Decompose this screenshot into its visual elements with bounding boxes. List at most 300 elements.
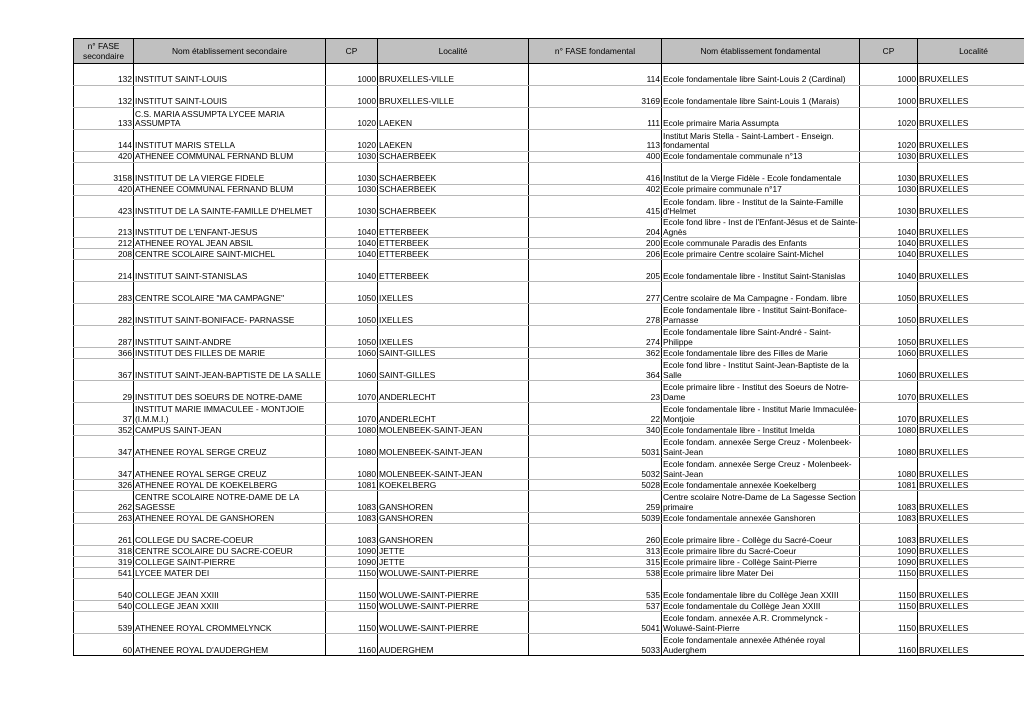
fase-secondaire-cell: 366 — [74, 348, 134, 359]
localite-fondamental-cell: BRUXELLES — [918, 491, 1024, 513]
header-fase-fondamental: n° FASE fondamental — [529, 39, 662, 64]
nom-secondaire-cell: COLLEGE JEAN XXIII — [134, 579, 326, 601]
fase-secondaire-cell: 213 — [74, 218, 134, 238]
nom-fondamental-cell: Ecole fondam. annexée A.R. Crommelynck - Woluwé-Saint-Pierre — [662, 612, 860, 634]
localite-secondaire-cell: ETTERBEEK — [378, 249, 529, 260]
cp-secondaire-cell: 1060 — [326, 359, 378, 381]
cp-secondaire-cell: 1160 — [326, 634, 378, 656]
cp-fondamental-cell: 1040 — [860, 260, 918, 282]
nom-fondamental-cell: Centre scolaire de Ma Campagne - Fondam. libre — [662, 282, 860, 304]
cp-fondamental-cell: 1060 — [860, 359, 918, 381]
nom-fondamental-cell: Centre scolaire Notre-Dame de La Sagesse Section primaire — [662, 491, 860, 513]
cp-fondamental-cell: 1060 — [860, 348, 918, 359]
localite-secondaire-cell: SCHAERBEEK — [378, 152, 529, 163]
cp-fondamental-cell: 1030 — [860, 152, 918, 163]
localite-fondamental-cell: BRUXELLES — [918, 196, 1024, 218]
fase-secondaire-cell: 539 — [74, 612, 134, 634]
nom-secondaire-cell: ATHENEE ROYAL JEAN ABSIL — [134, 238, 326, 249]
fase-secondaire-cell: 326 — [74, 480, 134, 491]
localite-fondamental-cell: BRUXELLES — [918, 218, 1024, 238]
fase-secondaire-cell: 261 — [74, 524, 134, 546]
fase-fondamental-cell: 362 — [529, 348, 662, 359]
localite-fondamental-cell: BRUXELLES — [918, 381, 1024, 403]
localite-fondamental-cell: BRUXELLES — [918, 64, 1024, 86]
cp-secondaire-cell: 1083 — [326, 491, 378, 513]
table-row — [74, 326, 1024, 348]
cp-secondaire-cell: 1030 — [326, 185, 378, 196]
nom-secondaire-cell: ATHENEE ROYAL SERGE CREUZ — [134, 436, 326, 458]
cp-secondaire-cell: 1020 — [326, 108, 378, 130]
nom-secondaire-cell: ATHENEE ROYAL SERGE CREUZ — [134, 458, 326, 480]
cp-secondaire-cell: 1000 — [326, 86, 378, 108]
nom-fondamental-cell: Ecole communale Paradis des Enfants — [662, 238, 860, 249]
localite-secondaire-cell: SAINT-GILLES — [378, 359, 529, 381]
cp-fondamental-cell: 1090 — [860, 546, 918, 557]
nom-fondamental-cell: Ecole fondamentale libre - Institut Saint-Boniface-Parnasse — [662, 304, 860, 326]
nom-secondaire-cell: COLLEGE SAINT-PIERRE — [134, 557, 326, 568]
cp-fondamental-cell: 1150 — [860, 601, 918, 612]
nom-secondaire-cell: INSTITUT SAINT-LOUIS — [134, 64, 326, 86]
nom-secondaire-cell: C.S. MARIA ASSUMPTA LYCEE MARIA ASSUMPTA — [134, 108, 326, 130]
cp-fondamental-cell: 1040 — [860, 249, 918, 260]
localite-fondamental-cell: BRUXELLES — [918, 634, 1024, 656]
nom-fondamental-cell: Ecole primaire Maria Assumpta — [662, 108, 860, 130]
schools-table — [73, 38, 1024, 656]
nom-fondamental-cell: Ecole primaire libre - Institut des Soeurs de Notre-Dame — [662, 381, 860, 403]
localite-fondamental-cell: BRUXELLES — [918, 348, 1024, 359]
fase-fondamental-cell: 364 — [529, 359, 662, 381]
table-row — [74, 568, 1024, 579]
table-row — [74, 579, 1024, 601]
localite-secondaire-cell: SAINT-GILLES — [378, 348, 529, 359]
fase-secondaire-cell: 212 — [74, 238, 134, 249]
nom-secondaire-cell: INSTITUT DE LA SAINTE-FAMILLE D'HELMET — [134, 196, 326, 218]
localite-fondamental-cell: BRUXELLES — [918, 163, 1024, 185]
localite-fondamental-cell: BRUXELLES — [918, 326, 1024, 348]
nom-secondaire-cell: COLLEGE DU SACRE-COEUR — [134, 524, 326, 546]
localite-secondaire-cell: LAEKEN — [378, 130, 529, 152]
table-row — [74, 185, 1024, 196]
cp-fondamental-cell: 1050 — [860, 304, 918, 326]
fase-fondamental-cell: 22 — [529, 403, 662, 425]
cp-secondaire-cell: 1080 — [326, 425, 378, 436]
cp-fondamental-cell: 1000 — [860, 86, 918, 108]
cp-fondamental-cell: 1040 — [860, 238, 918, 249]
cp-secondaire-cell: 1020 — [326, 130, 378, 152]
cp-fondamental-cell: 1160 — [860, 634, 918, 656]
fase-fondamental-cell: 315 — [529, 557, 662, 568]
nom-fondamental-cell: Ecole primaire libre - Collège Saint-Pierre — [662, 557, 860, 568]
fase-secondaire-cell: 287 — [74, 326, 134, 348]
localite-fondamental-cell: BRUXELLES — [918, 436, 1024, 458]
localite-fondamental-cell: BRUXELLES — [918, 568, 1024, 579]
localite-fondamental-cell: BRUXELLES — [918, 152, 1024, 163]
cp-secondaire-cell: 1050 — [326, 282, 378, 304]
header-nom-secondaire: Nom établissement secondaire — [134, 39, 326, 64]
nom-secondaire-cell: INSTITUT SAINT-BONIFACE- PARNASSE — [134, 304, 326, 326]
nom-secondaire-cell: ATHENEE COMMUNAL FERNAND BLUM — [134, 152, 326, 163]
localite-fondamental-cell: BRUXELLES — [918, 458, 1024, 480]
fase-fondamental-cell: 206 — [529, 249, 662, 260]
fase-fondamental-cell: 274 — [529, 326, 662, 348]
fase-secondaire-cell: 132 — [74, 86, 134, 108]
nom-fondamental-cell: Ecole fondamentale libre Saint-Louis 2 (Cardinal) — [662, 64, 860, 86]
nom-secondaire-cell: INSTITUT SAINT-STANISLAS — [134, 260, 326, 282]
fase-secondaire-cell: 208 — [74, 249, 134, 260]
cp-fondamental-cell: 1083 — [860, 524, 918, 546]
nom-secondaire-cell: ATHENEE ROYAL DE GANSHOREN — [134, 513, 326, 524]
cp-secondaire-cell: 1083 — [326, 513, 378, 524]
nom-secondaire-cell: CAMPUS SAINT-JEAN — [134, 425, 326, 436]
fase-fondamental-cell: 402 — [529, 185, 662, 196]
cp-fondamental-cell: 1030 — [860, 163, 918, 185]
nom-fondamental-cell: Ecole fondam. annexée Serge Creuz - Molenbeek-Saint-Jean — [662, 458, 860, 480]
localite-fondamental-cell: BRUXELLES — [918, 359, 1024, 381]
localite-secondaire-cell: JETTE — [378, 557, 529, 568]
localite-secondaire-cell: JETTE — [378, 546, 529, 557]
table-row — [74, 348, 1024, 359]
nom-fondamental-cell: Institut de la Vierge Fidèle - Ecole fondamentale — [662, 163, 860, 185]
cp-fondamental-cell: 1080 — [860, 436, 918, 458]
table-row — [74, 480, 1024, 491]
nom-fondamental-cell: Ecole fondamentale annexée Ganshoren — [662, 513, 860, 524]
cp-fondamental-cell: 1020 — [860, 108, 918, 130]
cp-secondaire-cell: 1060 — [326, 348, 378, 359]
fase-secondaire-cell: 283 — [74, 282, 134, 304]
nom-secondaire-cell: CENTRE SCOLAIRE NOTRE-DAME DE LA SAGESSE — [134, 491, 326, 513]
header-nom-fondamental: Nom établissement fondamental — [662, 39, 860, 64]
fase-fondamental-cell: 400 — [529, 152, 662, 163]
fase-secondaire-cell: 3158 — [74, 163, 134, 185]
fase-fondamental-cell: 537 — [529, 601, 662, 612]
localite-secondaire-cell: SCHAERBEEK — [378, 196, 529, 218]
table-row — [74, 458, 1024, 480]
cp-fondamental-cell: 1083 — [860, 513, 918, 524]
nom-secondaire-cell: CENTRE SCOLAIRE DU SACRE-COEUR — [134, 546, 326, 557]
header-localite-secondaire: Localité — [378, 39, 529, 64]
table-row — [74, 249, 1024, 260]
localite-fondamental-cell: BRUXELLES — [918, 249, 1024, 260]
fase-fondamental-cell: 538 — [529, 568, 662, 579]
cp-fondamental-cell: 1150 — [860, 579, 918, 601]
cp-fondamental-cell: 1020 — [860, 130, 918, 152]
cp-secondaire-cell: 1050 — [326, 304, 378, 326]
table-row — [74, 513, 1024, 524]
localite-fondamental-cell: BRUXELLES — [918, 557, 1024, 568]
cp-secondaire-cell: 1080 — [326, 458, 378, 480]
fase-fondamental-cell: 204 — [529, 218, 662, 238]
localite-fondamental-cell: BRUXELLES — [918, 185, 1024, 196]
localite-secondaire-cell: GANSHOREN — [378, 491, 529, 513]
localite-secondaire-cell: ETTERBEEK — [378, 260, 529, 282]
table-row — [74, 425, 1024, 436]
nom-fondamental-cell: Ecole fondam. annexée Serge Creuz - Molenbeek-Saint-Jean — [662, 436, 860, 458]
cp-secondaire-cell: 1081 — [326, 480, 378, 491]
localite-secondaire-cell: WOLUWE-SAINT-PIERRE — [378, 612, 529, 634]
localite-secondaire-cell: ETTERBEEK — [378, 238, 529, 249]
localite-fondamental-cell: BRUXELLES — [918, 86, 1024, 108]
localite-secondaire-cell: AUDERGHEM — [378, 634, 529, 656]
fase-secondaire-cell: 420 — [74, 152, 134, 163]
nom-secondaire-cell: ATHENEE ROYAL CROMMELYNCK — [134, 612, 326, 634]
fase-fondamental-cell: 259 — [529, 491, 662, 513]
fase-fondamental-cell: 205 — [529, 260, 662, 282]
localite-secondaire-cell: IXELLES — [378, 282, 529, 304]
table-row — [74, 86, 1024, 108]
fase-secondaire-cell: 367 — [74, 359, 134, 381]
cp-fondamental-cell: 1040 — [860, 218, 918, 238]
nom-fondamental-cell: Ecole primaire Centre scolaire Saint-Michel — [662, 249, 860, 260]
table-row — [74, 152, 1024, 163]
nom-fondamental-cell: Ecole fond libre - Inst de l'Enfant-Jésus et de Sainte-Agnès — [663, 217, 858, 237]
localite-fondamental-cell: BRUXELLES — [918, 579, 1024, 601]
localite-secondaire-cell: IXELLES — [378, 326, 529, 348]
fase-fondamental-cell: 278 — [529, 304, 662, 326]
nom-fondamental-cell: Ecole fondamentale libre des Filles de Marie — [662, 348, 860, 359]
localite-secondaire-cell: MOLENBEEK-SAINT-JEAN — [378, 425, 529, 436]
fase-fondamental-cell: 313 — [529, 546, 662, 557]
fase-fondamental-cell: 415 — [529, 196, 662, 218]
cp-secondaire-cell: 1150 — [326, 568, 378, 579]
nom-secondaire-cell: INSTITUT MARIE IMMACULEE - MONTJOIE (I.M.M.I.) — [134, 403, 326, 425]
cp-fondamental-cell: 1090 — [860, 557, 918, 568]
localite-fondamental-cell: BRUXELLES — [918, 425, 1024, 436]
localite-fondamental-cell: BRUXELLES — [918, 601, 1024, 612]
localite-secondaire-cell: MOLENBEEK-SAINT-JEAN — [378, 436, 529, 458]
nom-fondamental-cell: Ecole primaire communale n°17 — [662, 185, 860, 196]
table-row — [74, 557, 1024, 568]
localite-fondamental-cell: BRUXELLES — [918, 304, 1024, 326]
table-row — [74, 524, 1024, 546]
cp-secondaire-cell: 1150 — [326, 579, 378, 601]
cp-secondaire-cell: 1040 — [326, 260, 378, 282]
localite-secondaire-cell: GANSHOREN — [378, 524, 529, 546]
nom-fondamental-cell: Ecole fond libre - Institut Saint-Jean-Baptiste de la Salle — [662, 359, 860, 381]
nom-secondaire-cell: INSTITUT DE L'ENFANT-JESUS — [134, 218, 326, 238]
localite-fondamental-cell: BRUXELLES — [918, 260, 1024, 282]
nom-fondamental-cell: Ecole fondamentale du Collège Jean XXIII — [662, 601, 860, 612]
localite-secondaire-cell: MOLENBEEK-SAINT-JEAN — [378, 458, 529, 480]
fase-secondaire-cell: 262 — [74, 491, 134, 513]
cp-secondaire-cell: 1080 — [326, 436, 378, 458]
fase-secondaire-cell: 263 — [74, 513, 134, 524]
nom-secondaire-cell: INSTITUT DES SOEURS DE NOTRE-DAME — [134, 381, 326, 403]
table-row — [74, 238, 1024, 249]
header-row — [74, 39, 1024, 64]
nom-fondamental-cell: Ecole fondamentale libre Saint-Louis 1 (Marais) — [662, 86, 860, 108]
cp-secondaire-cell: 1090 — [326, 557, 378, 568]
localite-secondaire-cell: BRUXELLES-VILLE — [378, 64, 529, 86]
localite-fondamental-cell: BRUXELLES — [918, 108, 1024, 130]
cp-secondaire-cell: 1040 — [326, 218, 378, 238]
nom-secondaire-cell: CENTRE SCOLAIRE "MA CAMPAGNE" — [134, 282, 326, 304]
nom-fondamental-cell: Ecole fondamentale annexée Athénée royal Auderghem — [662, 634, 860, 656]
table-row — [74, 403, 1024, 425]
cp-secondaire-cell: 1070 — [326, 403, 378, 425]
nom-fondamental-cell: Institut Maris Stella - Saint-Lambert - Enseign. fondamental — [662, 130, 860, 152]
fase-fondamental-cell: 3169 — [529, 86, 662, 108]
nom-fondamental-cell: Ecole fondamentale communale n°13 — [662, 152, 860, 163]
fase-secondaire-cell: 541 — [74, 568, 134, 579]
nom-fondamental-cell: Ecole primaire libre Mater Dei — [662, 568, 860, 579]
table-row — [74, 218, 1024, 238]
fase-secondaire-cell: 352 — [74, 425, 134, 436]
nom-secondaire-cell: COLLEGE JEAN XXIII — [134, 601, 326, 612]
table-row — [74, 359, 1024, 381]
cp-fondamental-cell: 1150 — [860, 568, 918, 579]
fase-secondaire-cell: 540 — [74, 579, 134, 601]
table-row — [74, 304, 1024, 326]
localite-secondaire-cell: IXELLES — [378, 304, 529, 326]
cp-secondaire-cell: 1050 — [326, 326, 378, 348]
fase-fondamental-cell: 416 — [529, 163, 662, 185]
fase-fondamental-cell: 5032 — [529, 458, 662, 480]
nom-secondaire-cell: ATHENEE COMMUNAL FERNAND BLUM — [134, 185, 326, 196]
table-row — [74, 196, 1024, 218]
localite-fondamental-cell: BRUXELLES — [918, 403, 1024, 425]
nom-fondamental-cell: Ecole fondam. libre - Institut de la Sainte-Famille d'Helmet — [662, 196, 860, 218]
cp-fondamental-cell: 1050 — [860, 282, 918, 304]
table-row — [74, 282, 1024, 304]
fase-fondamental-cell: 200 — [529, 238, 662, 249]
fase-secondaire-cell: 319 — [74, 557, 134, 568]
cp-secondaire-cell: 1030 — [326, 152, 378, 163]
header-cp-fondamental: CP — [860, 39, 918, 64]
cp-secondaire-cell: 1030 — [326, 163, 378, 185]
localite-secondaire-cell: GANSHOREN — [378, 513, 529, 524]
localite-fondamental-cell: BRUXELLES — [918, 612, 1024, 634]
table-row — [74, 634, 1024, 656]
fase-secondaire-cell: 29 — [74, 381, 134, 403]
nom-fondamental-cell: Ecole fondamentale annexée Koekelberg — [662, 480, 860, 491]
localite-secondaire-cell: ANDERLECHT — [378, 381, 529, 403]
localite-fondamental-cell: BRUXELLES — [918, 524, 1024, 546]
fase-fondamental-cell: 535 — [529, 579, 662, 601]
cp-fondamental-cell: 1070 — [860, 381, 918, 403]
localite-fondamental-cell: BRUXELLES — [918, 130, 1024, 152]
localite-secondaire-cell: KOEKELBERG — [378, 480, 529, 491]
fase-fondamental-cell: 113 — [529, 130, 662, 152]
cp-secondaire-cell: 1040 — [326, 249, 378, 260]
fase-secondaire-cell: 540 — [74, 601, 134, 612]
cp-secondaire-cell: 1150 — [326, 601, 378, 612]
localite-secondaire-cell: WOLUWE-SAINT-PIERRE — [378, 568, 529, 579]
nom-fondamental-cell: Ecole fondamentale libre - Institut Saint-Stanislas — [662, 260, 860, 282]
cp-fondamental-cell: 1030 — [860, 185, 918, 196]
nom-secondaire-cell: INSTITUT DE LA VIERGE FIDELE — [134, 163, 326, 185]
cp-secondaire-cell: 1040 — [326, 238, 378, 249]
table-row — [74, 260, 1024, 282]
cp-secondaire-cell: 1070 — [326, 381, 378, 403]
nom-fondamental-cell: Ecole fondamentale libre du Collège Jean XXIII — [662, 579, 860, 601]
localite-secondaire-cell: WOLUWE-SAINT-PIERRE — [378, 579, 529, 601]
fase-fondamental-cell: 114 — [529, 64, 662, 86]
fase-secondaire-cell: 133 — [74, 108, 134, 130]
cp-secondaire-cell: 1090 — [326, 546, 378, 557]
fase-secondaire-cell: 132 — [74, 64, 134, 86]
cp-fondamental-cell: 1081 — [860, 480, 918, 491]
localite-secondaire-cell: LAEKEN — [378, 108, 529, 130]
fase-secondaire-cell: 144 — [74, 130, 134, 152]
fase-secondaire-cell: 347 — [74, 436, 134, 458]
nom-fondamental-cell: Ecole primaire libre du Sacré-Coeur — [662, 546, 860, 557]
table-row — [74, 546, 1024, 557]
nom-fondamental-cell: Ecole fondamentale libre - Institut Marie Immaculée-Montjoie — [662, 403, 860, 425]
table-row — [74, 108, 1024, 130]
cp-fondamental-cell: 1070 — [860, 403, 918, 425]
cp-fondamental-cell: 1080 — [860, 425, 918, 436]
localite-secondaire-cell: ANDERLECHT — [378, 403, 529, 425]
fase-fondamental-cell: 111 — [529, 108, 662, 130]
header-fase-secondaire: n° FASE secondaire — [74, 39, 134, 64]
cp-fondamental-cell: 1080 — [860, 458, 918, 480]
table-row — [74, 601, 1024, 612]
fase-secondaire-cell: 37 — [74, 403, 134, 425]
nom-secondaire-cell: ATHENEE ROYAL DE KOEKELBERG — [134, 480, 326, 491]
fase-fondamental-cell: 5039 — [529, 513, 662, 524]
nom-secondaire-cell: INSTITUT SAINT-LOUIS — [134, 86, 326, 108]
nom-fondamental-cell: Ecole fondamentale libre Saint-André - Saint-Philippe — [662, 326, 860, 348]
nom-fondamental-cell: Ecole fondamentale libre - Institut Imelda — [662, 425, 860, 436]
fase-fondamental-cell: 340 — [529, 425, 662, 436]
fase-fondamental-cell: 23 — [529, 381, 662, 403]
fase-fondamental-cell: 260 — [529, 524, 662, 546]
localite-secondaire-cell: ETTERBEEK — [378, 218, 529, 238]
fase-secondaire-cell: 347 — [74, 458, 134, 480]
cp-fondamental-cell: 1083 — [860, 491, 918, 513]
nom-secondaire-cell: INSTITUT DES FILLES DE MARIE — [134, 348, 326, 359]
nom-fondamental-cell: Ecole primaire libre - Collège du Sacré-Coeur — [662, 524, 860, 546]
cp-secondaire-cell: 1030 — [326, 196, 378, 218]
fase-secondaire-cell: 60 — [74, 634, 134, 656]
nom-secondaire-cell: INSTITUT MARIS STELLA — [134, 130, 326, 152]
nom-secondaire-cell: INSTITUT SAINT-ANDRE — [134, 326, 326, 348]
cp-fondamental-cell: 1030 — [860, 196, 918, 218]
table-row — [74, 491, 1024, 513]
nom-secondaire-cell: CENTRE SCOLAIRE SAINT-MICHEL — [134, 249, 326, 260]
fase-fondamental-cell: 5033 — [529, 634, 662, 656]
nom-secondaire-cell: ATHENEE ROYAL D'AUDERGHEM — [134, 634, 326, 656]
cp-fondamental-cell: 1050 — [860, 326, 918, 348]
localite-secondaire-cell: BRUXELLES-VILLE — [378, 86, 529, 108]
fase-secondaire-cell: 420 — [74, 185, 134, 196]
nom-secondaire-cell: INSTITUT SAINT-JEAN-BAPTISTE DE LA SALLE — [134, 359, 326, 381]
cp-secondaire-cell: 1150 — [326, 612, 378, 634]
header-cp-secondaire: CP — [326, 39, 378, 64]
fase-secondaire-cell: 423 — [74, 196, 134, 218]
cp-secondaire-cell: 1000 — [326, 64, 378, 86]
fase-fondamental-cell: 5041 — [529, 612, 662, 634]
localite-fondamental-cell: BRUXELLES — [918, 546, 1024, 557]
localite-secondaire-cell: SCHAERBEEK — [378, 185, 529, 196]
fase-secondaire-cell: 282 — [74, 304, 134, 326]
table-row — [74, 64, 1024, 86]
nom-secondaire-cell: LYCEE MATER DEI — [134, 568, 326, 579]
cp-fondamental-cell: 1150 — [860, 612, 918, 634]
table-row — [74, 436, 1024, 458]
table-row — [74, 130, 1024, 152]
cp-fondamental-cell: 1000 — [860, 64, 918, 86]
localite-fondamental-cell: BRUXELLES — [918, 238, 1024, 249]
localite-secondaire-cell: WOLUWE-SAINT-PIERRE — [378, 601, 529, 612]
localite-fondamental-cell: BRUXELLES — [918, 282, 1024, 304]
localite-fondamental-cell: BRUXELLES — [918, 513, 1024, 524]
table-row — [74, 381, 1024, 403]
cp-secondaire-cell: 1083 — [326, 524, 378, 546]
table-row — [74, 163, 1024, 185]
fase-secondaire-cell: 318 — [74, 546, 134, 557]
fase-secondaire-cell: 214 — [74, 260, 134, 282]
